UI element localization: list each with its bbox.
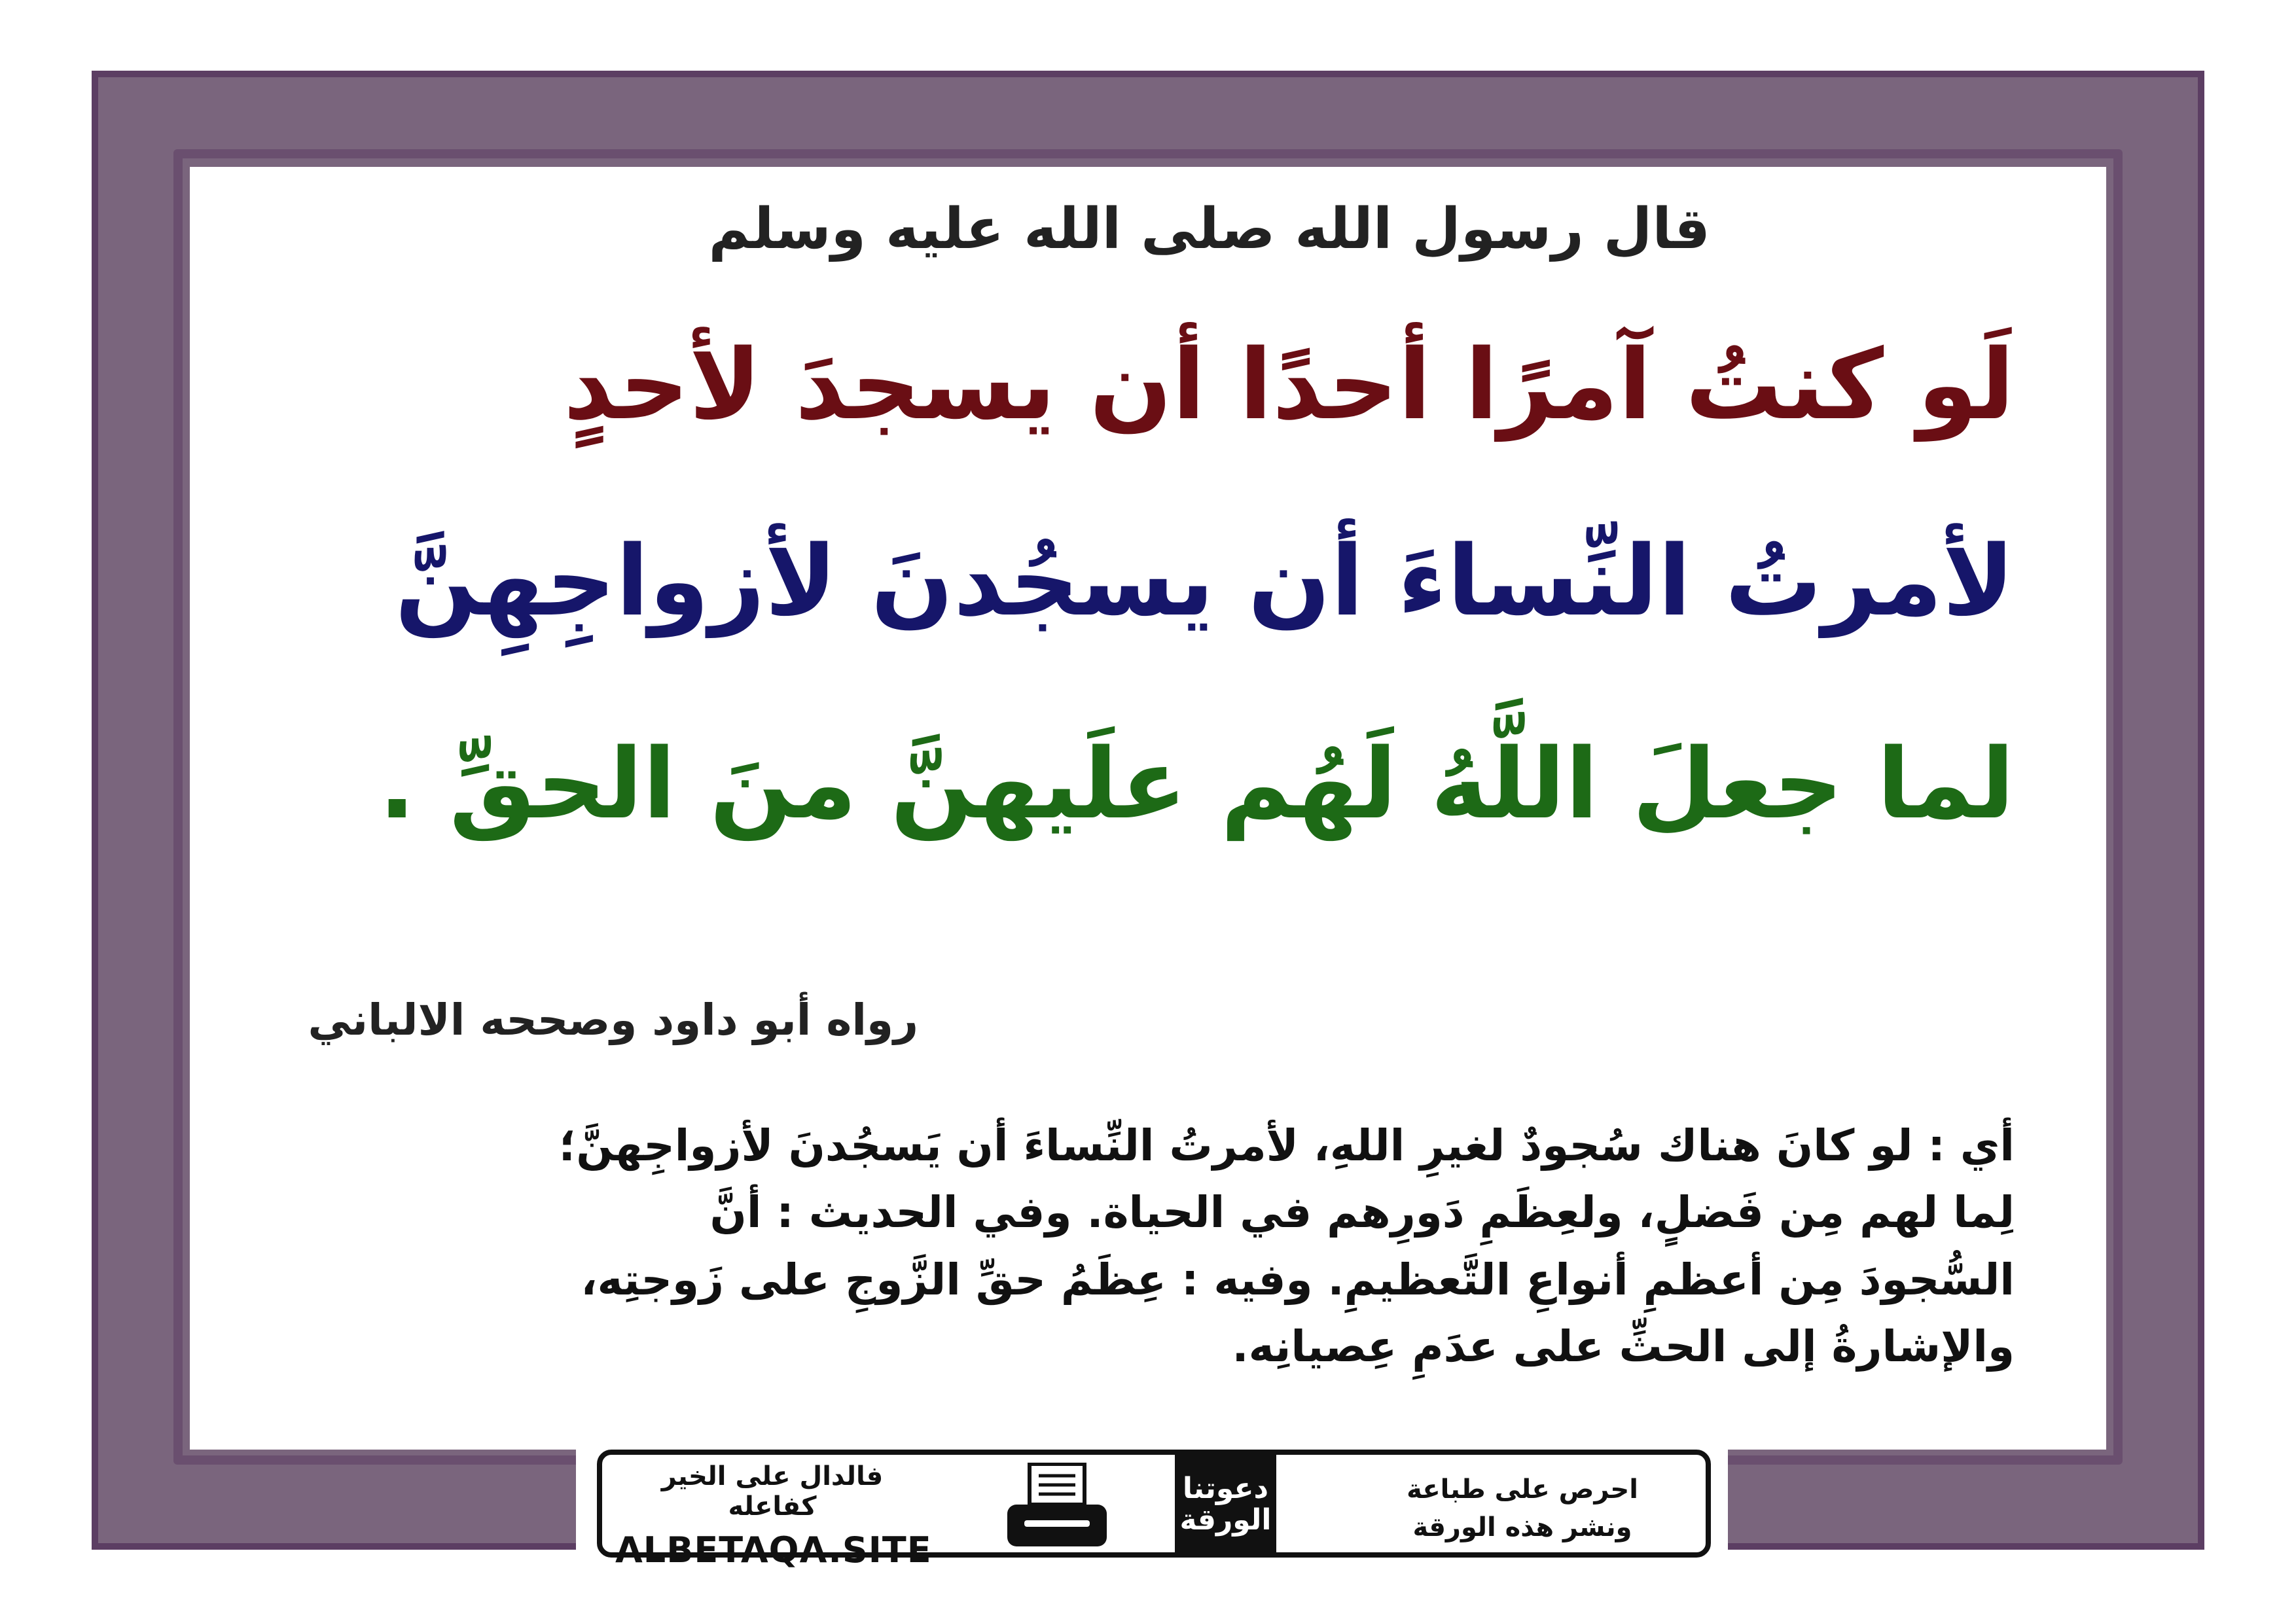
banner-print-note — [1352, 1471, 1693, 1546]
intro-text: قال رسول الله صلى الله عليه وسلم — [708, 196, 1710, 262]
explanation — [287, 1113, 2015, 1380]
banner-slogan: فالدال على الخير كفاعله — [661, 1461, 884, 1522]
hadith-line-1: لَو كنتُ آمرًا أحدًا أن يسجدَ لأحدٍ — [563, 329, 2015, 441]
logo — [1175, 1455, 1276, 1554]
explanation-line: أي : لو كانَ هناك سُجودٌ لغيرِ اللهِ، لأمرتُ النِّساءَ أن يَسجُدنَ لأزواجِهنَّ؛ — [558, 1120, 2015, 1171]
explanation-line: السُّجودَ مِن أعظمِ أنواعِ التَّعظيمِ. وفيه : عِظَمُ حقِّ الزَّوجِ على زَوجتِه، — [581, 1254, 2015, 1305]
footer-banner — [597, 1450, 1711, 1571]
hadith-line-2: لأمرتُ النِّساءَ أن يسجُدنَ لأزواجِهِنَّ — [395, 525, 2015, 637]
banner-site-block — [615, 1461, 932, 1571]
site-link[interactable]: ALBETAQA.SITE — [615, 1529, 932, 1571]
explanation-line: لِما لهم مِن فَضلٍ، ولعِظَمِ دَورِهم في الحياة. وفي الحديث : أنَّ — [709, 1187, 2015, 1238]
hadith-line-3: لما جعلَ اللَّهُ لَهُم علَيهنَّ منَ الحقِّ . — [378, 728, 2015, 840]
print-note-line-2: ونشر هذه الورقة — [1412, 1512, 1632, 1543]
reference-text: رواه أبو داود وصححه الالباني — [308, 995, 918, 1045]
explanation-line: والإشارةُ إلى الحثِّ على عدَمِ عِصيانِه. — [1232, 1321, 2015, 1372]
logo-text: دعوتنا الورقة — [1179, 1471, 1272, 1537]
printer-icon — [1005, 1463, 1109, 1554]
print-note-line-1: احرص على طباعة — [1407, 1474, 1638, 1505]
